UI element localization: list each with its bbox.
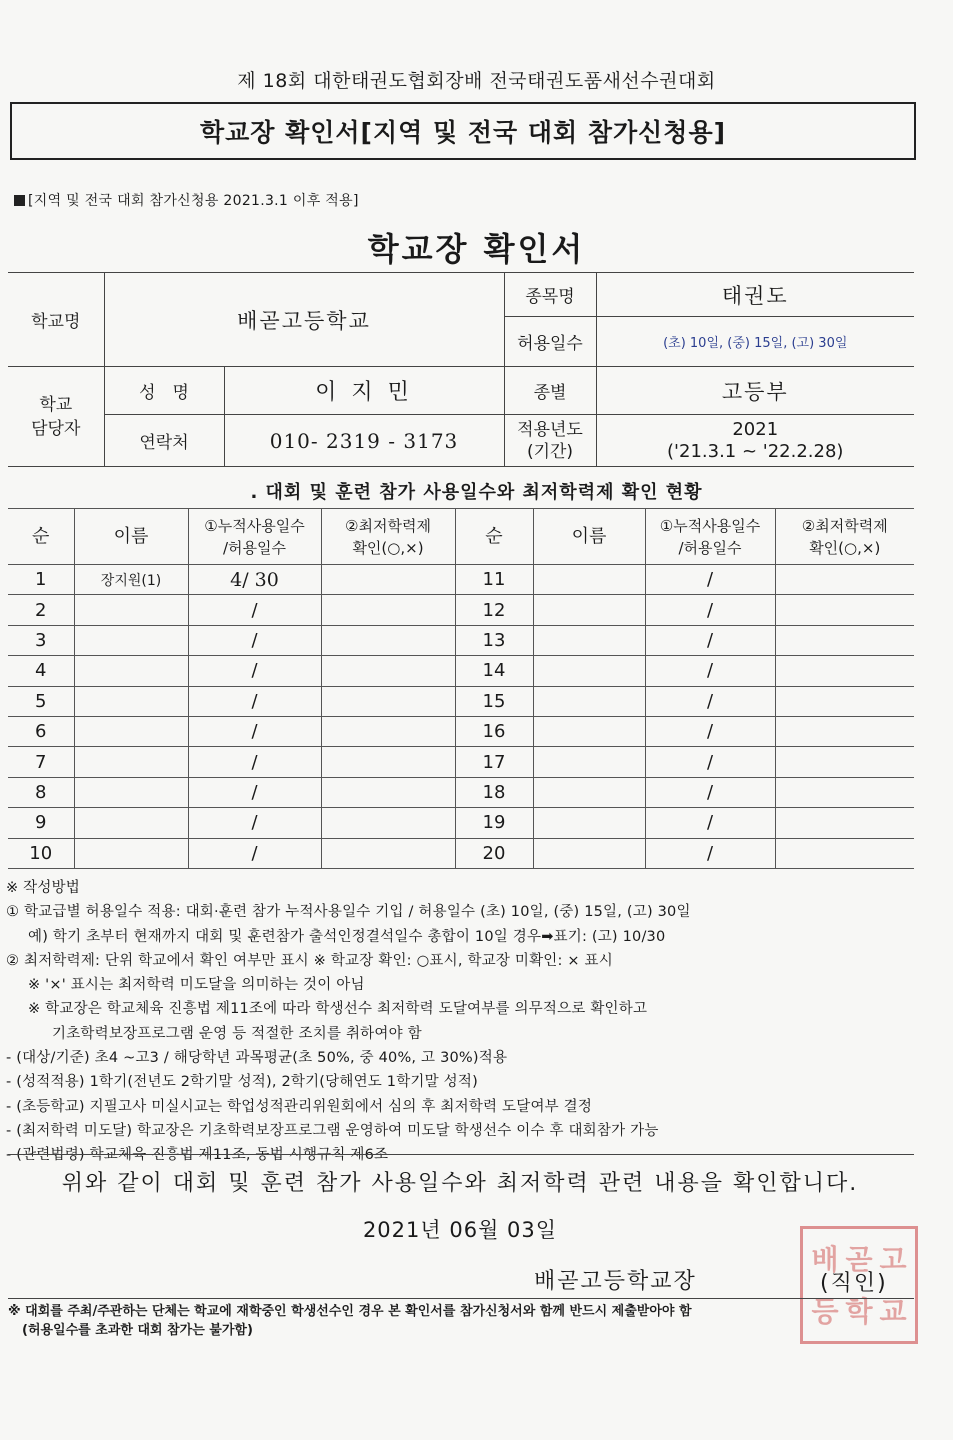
note-1: ① 학교급별 허용일수 적용: 대회·훈련 참가 누적사용일수 기입 / 허용일수 (초) 10일, (중) 15일, (고) 30일: [6, 904, 691, 921]
square-bullet-icon: [14, 195, 25, 206]
header-days-line2: /허용일수: [222, 538, 286, 557]
footer-line-1: ※ 대회를 주최/주관하는 단체는 학교에 재학중인 학생선수인 경우 본 확인서를 참가신청서와 함께 반드시 제출받아야 함: [8, 1304, 692, 1319]
info-table: [8, 272, 914, 467]
cell-days: /: [645, 808, 775, 838]
detail-grades: - (성적적용) 1학기(전년도 2학기말 성적), 2학기(당해연도 1학기말 성적): [6, 1074, 478, 1091]
cell-name: [74, 595, 188, 625]
cell-check: [321, 808, 455, 838]
event-label: 종목명: [504, 273, 596, 317]
cell-name: [533, 777, 645, 807]
table-row: [8, 656, 914, 686]
cell-check: [321, 777, 455, 807]
division-value: 고등부: [596, 367, 914, 415]
cell-no: 2: [8, 595, 74, 625]
seal-char: 학: [845, 1295, 873, 1328]
cell-name: [74, 625, 188, 655]
table-row: [8, 808, 914, 838]
header-name: 이름: [74, 509, 188, 565]
cell-name: [74, 808, 188, 838]
cell-days: /: [645, 625, 775, 655]
year-label: 적용년도: [517, 419, 583, 440]
cell-name: [74, 686, 188, 716]
cell-name: [533, 716, 645, 746]
cell-check: [321, 838, 455, 868]
cell-days: /: [188, 777, 321, 807]
cell-name: [74, 777, 188, 807]
event-value: 태권도: [596, 273, 914, 317]
confirmation-statement: 위와 같이 대회 및 훈련 참가 사용일수와 최저학력 관련 내용을 확인합니다.: [61, 1171, 859, 1196]
cell-name: [533, 565, 645, 595]
cell-days: /: [645, 656, 775, 686]
issue-date: 2021년 06월 03일: [362, 1218, 558, 1242]
cell-check: [321, 656, 455, 686]
cell-no: 9: [8, 808, 74, 838]
cell-days: /: [645, 777, 775, 807]
event-title: 제 18회 대한태권도협회장배 전국태권도품새선수권대회: [237, 70, 716, 92]
cell-days: /: [188, 625, 321, 655]
table-row: [8, 777, 914, 807]
footer-note: [8, 1302, 918, 1340]
cell-no: 12: [455, 595, 533, 625]
cell-check: [321, 716, 455, 746]
cell-days: /: [188, 808, 321, 838]
detail-elementary: - (초등학교) 지필고사 미실시교는 학업성적관리위원회에서 심의 후 최저학력 도달여부 결정: [6, 1098, 593, 1115]
cell-no: 20: [455, 838, 533, 868]
cell-name: [74, 716, 188, 746]
cell-check: [775, 747, 914, 777]
cell-check: [321, 747, 455, 777]
table-row: [8, 686, 914, 716]
principal-title: 배곧고등학교장: [534, 1269, 697, 1294]
contact-value: 010- 2319 - 3173: [224, 415, 504, 467]
table-row: [8, 838, 914, 868]
period-value: ('21.3.1 ~ '22.2.28): [667, 440, 844, 462]
detail-unmet: - (최저학력 미도달) 학교장은 기초학력보장프로그램 운영하여 미도달 학생선수 이수 후 대회참가 가능: [6, 1122, 659, 1139]
cell-name: [533, 838, 645, 868]
seal-char: 등: [811, 1295, 839, 1328]
cell-check: [775, 716, 914, 746]
footer-divider: [8, 1298, 914, 1299]
school-name: 배곧고등학교: [104, 273, 504, 367]
cell-check: [775, 838, 914, 868]
cell-name: [533, 595, 645, 625]
cell-no: 5: [8, 686, 74, 716]
table-row: [8, 747, 914, 777]
header-days-line1: ①누적사용일수: [659, 516, 761, 535]
header-days: [645, 509, 775, 565]
name-label: 성 명: [104, 367, 224, 415]
cell-no: 1: [8, 565, 74, 595]
cell-no: 3: [8, 625, 74, 655]
cell-days: 4/ 30: [188, 565, 321, 595]
cell-days: /: [645, 716, 775, 746]
cell-check: [775, 565, 914, 595]
cell-check: [775, 686, 914, 716]
name-value: 이 지 민: [224, 367, 504, 415]
cell-check: [321, 565, 455, 595]
header-check: [775, 509, 914, 565]
header-no: 순: [8, 509, 74, 565]
seal-char: 배: [811, 1243, 839, 1276]
seal-char: 고: [879, 1243, 907, 1276]
instructions-heading: ※ 작성방법: [6, 880, 80, 896]
cell-name: [533, 686, 645, 716]
header-check: [321, 509, 455, 565]
table-row: [8, 565, 914, 595]
cell-name: [533, 747, 645, 777]
cell-no: 14: [455, 656, 533, 686]
cell-check: [321, 625, 455, 655]
cell-no: 15: [455, 686, 533, 716]
cell-no: 16: [455, 716, 533, 746]
year-cell-label: [504, 415, 596, 467]
cell-name: 장지원(1): [74, 565, 188, 595]
cell-no: 11: [455, 565, 533, 595]
division-label: 종별: [504, 367, 596, 415]
cell-no: 8: [8, 777, 74, 807]
cell-check: [775, 595, 914, 625]
instructions: [6, 876, 926, 1168]
allowed-days-label: 허용일수: [504, 317, 596, 367]
header-days-line1: ①누적사용일수: [204, 516, 305, 535]
cell-days: /: [188, 686, 321, 716]
header-name: 이름: [533, 509, 645, 565]
cell-days: /: [645, 838, 775, 868]
header-no: 순: [455, 509, 533, 565]
header-days-line2: /허용일수: [678, 538, 742, 557]
cell-name: [533, 625, 645, 655]
cell-days: /: [188, 838, 321, 868]
cell-days: /: [645, 565, 775, 595]
cell-name: [74, 656, 188, 686]
header-check-line1: ②최저학력제: [801, 516, 888, 535]
form-title: 학교장 확인서[지역 및 전국 대회 참가신청용]: [199, 118, 727, 147]
seal-char: 교: [879, 1295, 907, 1328]
note-2-sub-3: 기초학력보장프로그램 운영 등 적절한 조치를 취하여야 함: [52, 1025, 422, 1042]
document-title: 학교장 확인서: [367, 230, 586, 268]
cell-days: /: [188, 656, 321, 686]
cell-name: [533, 656, 645, 686]
year-value: 2021: [732, 418, 779, 440]
cell-name: [533, 808, 645, 838]
cell-check: [321, 686, 455, 716]
cell-check: [775, 808, 914, 838]
applicability-text: [지역 및 전국 대회 참가신청용 2021.3.1 이후 적용]: [28, 193, 359, 209]
cell-check: [775, 777, 914, 807]
table-row: [8, 595, 914, 625]
table-row: [8, 716, 914, 746]
header-check-line1: ②최저학력제: [345, 516, 431, 535]
period-label: (기간): [526, 441, 574, 462]
applicability-note: [14, 190, 359, 210]
cell-name: [74, 747, 188, 777]
cell-check: [775, 625, 914, 655]
section-title: . 대회 및 훈련 참가 사용일수와 최저학력제 확인 현황: [250, 482, 703, 503]
school-label: 학교명: [8, 273, 104, 367]
usage-table: [8, 508, 914, 869]
note-1-example: 예) 학기 초부터 현재까지 대회 및 훈련참가 출석인정결석일수 총합이 10일 경우➡표기: (고) 10/30: [28, 928, 666, 945]
seal-char: 곧: [845, 1243, 873, 1276]
note-2: ② 최저학력제: 단위 학교에서 확인 여부만 표시 ※ 학교장 확인: ○표시, 학교장 미확인: × 표시: [6, 952, 613, 969]
cell-no: 19: [455, 808, 533, 838]
allowed-days-value: (초) 10일, (중) 15일, (고) 30일: [596, 317, 914, 367]
year-cell-value: [596, 415, 914, 467]
header-check-line2: 확인(○,×): [352, 538, 424, 557]
cell-no: 17: [455, 747, 533, 777]
cell-days: /: [645, 595, 775, 625]
seal-label: (직인): [820, 1271, 888, 1296]
cell-no: 4: [8, 656, 74, 686]
footer-line-2: (허용일수를 초과한 대회 참가는 불가함): [22, 1323, 253, 1338]
note-2-sub-2: ※ 학교장은 학교체육 진흥법 제11조에 따라 학생선수 최저학력 도달여부를 의무적으로 확인하고: [28, 1001, 648, 1018]
header-check-line2: 확인(○,×): [809, 538, 881, 557]
table-row: [8, 625, 914, 655]
cell-days: /: [188, 595, 321, 625]
cell-days: /: [188, 747, 321, 777]
header-days: [188, 509, 321, 565]
cell-days: /: [188, 716, 321, 746]
cell-no: 18: [455, 777, 533, 807]
cell-no: 7: [8, 747, 74, 777]
detail-law: - (관련법령) 학교체육 진흥법 제11조, 동법 시행규칙 제6조: [6, 1147, 389, 1164]
cell-days: /: [645, 686, 775, 716]
cell-check: [321, 595, 455, 625]
form-title-box: [10, 102, 916, 160]
cell-no: 13: [455, 625, 533, 655]
cell-days: /: [645, 747, 775, 777]
contact-label: 연락처: [104, 415, 224, 467]
cell-name: [74, 838, 188, 868]
note-2-sub-1: ※ '×' 표시는 최저학력 미도달을 의미하는 것이 아님: [28, 977, 365, 994]
cell-no: 6: [8, 716, 74, 746]
divider: [8, 1154, 914, 1155]
cell-no: 10: [8, 838, 74, 868]
cell-check: [775, 656, 914, 686]
detail-target: - (대상/기준) 초4 ~고3 / 해당학년 과목평균(초 50%, 중 40%, 고 30%)적용: [6, 1050, 508, 1067]
manager-label: 학교 담당자: [8, 367, 104, 467]
